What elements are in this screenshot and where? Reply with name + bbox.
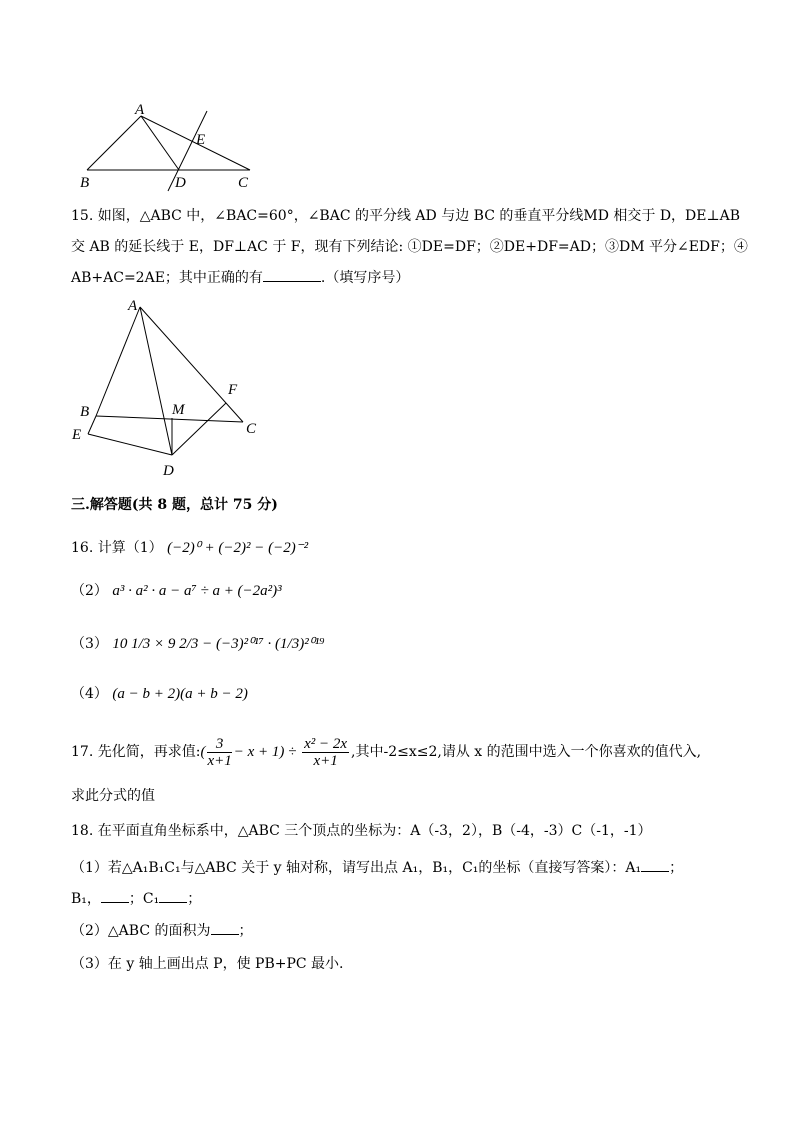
q18-text-2a: （1）若△A₁B₁C₁与△ABC 关于 y 轴对称，请写出点 A₁，B₁，C₁的坐标（直接写答案）：A₁ [71, 860, 642, 876]
q17-tail: ,其中-2≤x≤2,请从 x 的范围中选入一个你喜欢的值代入, [351, 743, 702, 760]
label-b: B [80, 404, 90, 420]
q17-expression: ( $\frac{3}{x+1}$ − x + 1) ÷ $\frac{\text{x² − 2x}}{x+1}$ [200, 736, 348, 769]
label-a: A [135, 102, 145, 118]
q16-lead: 计算（1） [97, 540, 163, 556]
q18-text-1: 在平面直角坐标系中，△ABC 三个顶点的坐标为：A（-3，2），B（-4，-3）C（-1，-1） [97, 823, 652, 839]
q18-b1-label: B₁， [71, 891, 101, 907]
q17-line1 [71, 736, 701, 769]
segment-ad [141, 116, 179, 170]
segment-ac [140, 307, 243, 422]
q17-frac-2: $\frac{\text{x² − 2x}}{x+1}$ [304, 736, 348, 769]
q17-number: 17. [71, 743, 94, 760]
q18-text-2b: ； [669, 860, 684, 876]
label-c: C [238, 175, 249, 191]
q18-c1-blank[interactable] [159, 888, 187, 903]
segment-ab [96, 307, 140, 416]
section-3-title: 三.解答题(共 8 题，总计 75 分) [71, 497, 278, 513]
q15-number: 15. [71, 208, 94, 224]
q18-number: 18. [71, 823, 94, 839]
q15-text-2: 交 AB 的延长线于 E，DF⊥AC 于 F，现有下列结论: ①DE=DF；②DE+DF=AD；③DM 平分∠EDF；④ [71, 239, 748, 255]
q18-line5: （3）在 y 轴上画出点 P，使 PB+PC 最小. [71, 956, 344, 972]
q16-label-4: （4） [71, 686, 108, 702]
segment-ad [140, 307, 172, 455]
label-a: A [128, 298, 138, 314]
q18-text-3end: ； [187, 891, 202, 907]
q18-text-4a: （2）△ABC 的面积为 [71, 923, 211, 939]
q16-part2 [71, 580, 282, 602]
label-b: B [80, 175, 90, 191]
q15-text-1: 如图，△ABC 中，∠BAC=60°，∠BAC 的平分线 AD 与边 BC 的垂直平分线MD 相交于 D，DE⊥AB [97, 208, 741, 224]
q17-line2: 求此分式的值 [71, 788, 155, 804]
q17-frac-1: $\frac{3}{x+1}$ [207, 736, 232, 769]
q18-line4 [71, 920, 253, 942]
q17-lead: 先化简，再求值: [97, 743, 201, 760]
q15-text-3b: .（填写序号） [320, 270, 410, 286]
q16-expr-3: 10 1/3 × 9 2/3 − (−3)²⁰¹⁷ · (1/3)²⁰¹⁹ [112, 636, 325, 652]
q16-number: 16. [71, 540, 94, 556]
q18-line1 [71, 820, 652, 842]
figure-triangle-abc-2 [70, 295, 270, 485]
segment-bc [96, 416, 243, 422]
q18-text-4b: ； [238, 923, 253, 939]
q16-label-2: （2） [71, 583, 108, 599]
q15-text-3a: AB+AC=2AE；其中正确的有 [71, 270, 263, 286]
q16-expr-4: (a − b + 2)(a + b − 2) [112, 686, 248, 702]
figure-triangle-abc-1 [70, 98, 270, 193]
label-e: E [72, 427, 82, 443]
q18-line3 [71, 888, 201, 910]
label-f: F [228, 382, 238, 398]
label-d: D [175, 175, 186, 191]
q15-line3 [71, 267, 409, 289]
q18-a1-blank[interactable] [641, 857, 669, 872]
label-e: E [196, 132, 206, 148]
q16-expr-1: (−2)⁰ + (−2)² − (−2)⁻² [167, 540, 309, 556]
q15-answer-blank[interactable] [263, 267, 321, 282]
label-c: C [246, 421, 257, 437]
q18-b1-blank[interactable] [101, 888, 129, 903]
label-m: M [172, 402, 185, 418]
q16-expr-2: a³ · a² · a − a⁷ ÷ a + (−2a²)³ [112, 583, 282, 599]
segment-ab [87, 116, 141, 170]
q15-line2 [71, 236, 748, 258]
q16-part3 [71, 633, 324, 655]
q16-part4 [71, 683, 248, 705]
line-de [168, 111, 207, 191]
segment-be [88, 416, 96, 434]
q18-line2 [71, 857, 683, 879]
q16-part1 [71, 537, 308, 559]
q18-area-blank[interactable] [211, 920, 239, 935]
label-d: D [163, 463, 174, 479]
q18-c1-label: ；C₁ [128, 891, 160, 907]
q16-label-3: （3） [71, 636, 108, 652]
segment-ed [88, 434, 172, 455]
q15-line1 [71, 205, 740, 227]
